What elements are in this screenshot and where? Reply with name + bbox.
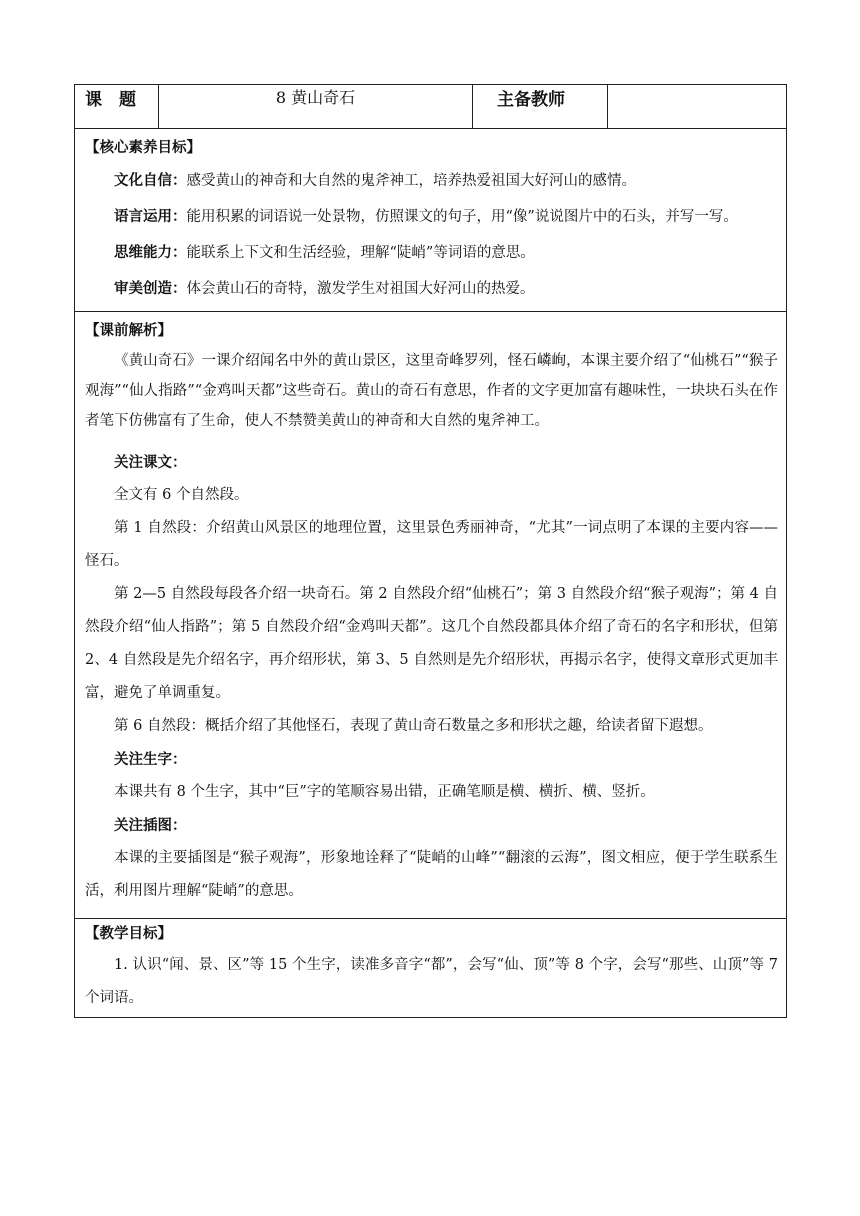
core-goal-label: 审美创造： — [114, 280, 187, 297]
text-paragraph: 第 6 自然段：概括介绍了其他怪石，表现了黄山奇石数量之多和形状之趣，给读者留下遐想。 — [114, 718, 713, 734]
core-goal-text: 能联系上下文和生活经验，理解“陡峭”等词语的意思。 — [186, 245, 535, 261]
teacher-label-cell — [473, 85, 608, 129]
topic-label-cell — [75, 85, 159, 129]
teacher-label: 主备教师 — [497, 90, 565, 110]
core-goals-row — [75, 129, 787, 312]
teacher-value-cell — [608, 85, 787, 129]
topic-label: 课 题 — [85, 90, 136, 110]
core-goal-text: 感受黄山的神奇和大自然的鬼斧神工，培养热爱祖国大好河山的感情。 — [186, 173, 636, 189]
text-paragraph: 第 2—5 自然段每段各介绍一块奇石。第 2 自然段介绍“仙桃石”；第 3 自然段介绍“猴子观海”；第 4 自然段介绍“仙人指路”；第 5 自然段介绍“金鸡叫天都”。这几个自然段都具体介绍了奇石的名字和形状，但第 2、4 自然段是先介绍名字，再介绍形状，第 3、5 自然则是先介绍形状，再揭示名字，使得文章形式更加丰富，避免了单调重复。 — [85, 586, 778, 701]
pre-analysis-row — [75, 312, 787, 919]
pre-analysis-title: 【课前解析】 — [85, 322, 172, 339]
header-row — [75, 85, 787, 129]
core-goal-item — [85, 235, 778, 271]
teaching-goals-row — [75, 919, 787, 1018]
illus-heading: 关注插图： — [114, 817, 187, 834]
core-goal-label: 语言运用： — [114, 208, 187, 225]
topic-value: 8 黄山奇石 — [275, 88, 356, 107]
teaching-goal-item: 1. 认识“闻、景、区”等 15 个生字，读准多音字“都”，会写“仙、顶”等 8 个字，会写“那些、山顶”等 7 个词语。 — [85, 957, 778, 1006]
core-goal-item — [85, 271, 778, 307]
text-heading: 关注课文： — [114, 454, 187, 471]
core-goal-label: 文化自信： — [114, 172, 187, 189]
teaching-goals-cell — [75, 919, 787, 1018]
core-goal-text: 能用积累的词语说一处景物，仿照课文的句子，用“像”说说图片中的石头，并写一写。 — [186, 209, 738, 225]
illus-text: 本课的主要插图是“猴子观海”，形象地诠释了“陡峭的山峰”“翻滚的云海”，图文相应，便于学生联系生活，利用图片理解“陡峭”的意思。 — [85, 850, 778, 899]
text-paragraph: 第 1 自然段：介绍黄山风景区的地理位置，这里景色秀丽神奇，“尤其”一词点明了本课的主要内容——怪石。 — [85, 520, 778, 569]
pre-analysis-intro: 《黄山奇石》一课介绍闻名中外的黄山景区，这里奇峰罗列，怪石嶙峋，本课主要介绍了“仙桃石”“猴子观海”“仙人指路”“金鸡叫天都”这些奇石。黄山的奇石有意思，作者的文字更加富有趣味性，一块块石头在作者笔下仿佛富有了生命，使人不禁赞美黄山的神奇和大自然的鬼斧神工。 — [85, 353, 778, 429]
topic-value-cell — [159, 85, 473, 129]
teaching-goals-title: 【教学目标】 — [85, 925, 172, 942]
lesson-plan-table — [74, 84, 787, 1018]
chars-heading: 关注生字： — [114, 751, 187, 768]
pre-analysis-cell — [75, 312, 787, 919]
core-goals-title: 【核心素养目标】 — [85, 139, 201, 156]
text-paragraph: 全文有 6 个自然段。 — [114, 487, 249, 503]
core-goal-label: 思维能力： — [114, 244, 187, 261]
chars-text: 本课共有 8 个生字，其中“巨”字的笔顺容易出错，正确笔顺是横、横折、横、竖折。 — [114, 784, 655, 800]
core-goals-cell — [75, 129, 787, 312]
core-goal-item — [85, 199, 778, 235]
core-goal-text: 体会黄山石的奇特，激发学生对祖国大好河山的热爱。 — [186, 281, 535, 297]
core-goal-item — [85, 163, 778, 199]
